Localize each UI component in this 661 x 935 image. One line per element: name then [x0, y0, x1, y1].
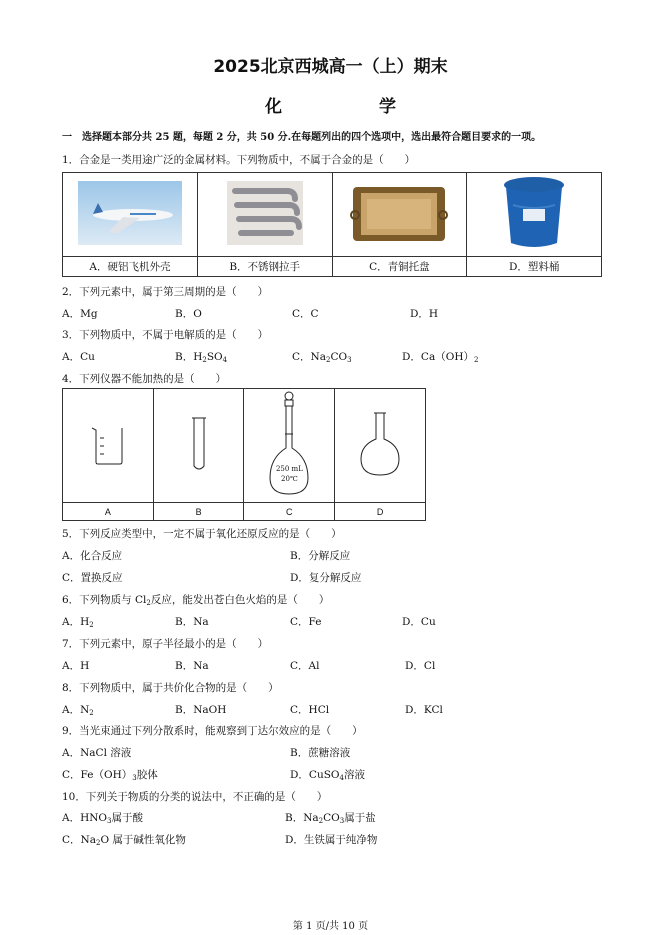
- q10-option-c: C．$Na_2O$ 属于碱性氧化物: [62, 834, 186, 847]
- q2-option-d: D．H: [410, 308, 439, 320]
- section-heading: 一 选择题本部分共 25 题，每题 2 分，共 50 分.在每题列出的四个选项中，选出最符合题目要求的一项。: [62, 132, 542, 143]
- q5-option-d: D．复分解反应: [290, 572, 362, 584]
- q1-option-b: B．不锈钢拉手: [197, 257, 332, 277]
- q5-option-a: A．化合反应: [62, 550, 123, 562]
- test-tube-icon: [189, 414, 209, 474]
- q1-image-a: [63, 173, 198, 257]
- q3-option-b: B．$H_2SO_4$: [175, 351, 228, 364]
- q10-option-b: B．$Na_2CO_3$属于盐: [285, 812, 376, 825]
- beaker-icon: [88, 422, 128, 466]
- plastic-bucket-image: [499, 175, 569, 251]
- page-footer: 第 1 页/共 10 页: [292, 921, 369, 932]
- q4-label-d: D: [335, 503, 426, 521]
- steel-handle-image: [227, 181, 303, 245]
- q7-option-c: C．Al: [290, 660, 320, 672]
- q1-option-a: A．硬铝飞机外壳: [63, 257, 198, 277]
- q4-image-round-flask: [335, 389, 426, 503]
- q1-image-c: [332, 173, 467, 257]
- q8-option-a: A．$N_2$: [62, 704, 94, 717]
- subject-title: 化 学: [265, 97, 436, 117]
- q6-option-b: B．Na: [175, 616, 209, 628]
- q2-option-c: C．C: [292, 308, 319, 320]
- question-8-stem: 8．下列物质中，属于共价化合物的是（ ）: [62, 682, 279, 694]
- flask-temperature-label: 20℃: [281, 475, 298, 483]
- q1-image-b: [197, 173, 332, 257]
- question-6-stem: 6．下列物质与 $Cl_2$反应，能发出苍白色火焰的是（ ）: [62, 594, 330, 607]
- q6-option-d: D．Cu: [402, 616, 436, 628]
- q4-label-a: A: [63, 503, 154, 521]
- q2-option-b: B．O: [175, 308, 202, 320]
- page-title: 2025北京西城高一（上）期末: [213, 57, 448, 77]
- q8-option-b: B．NaOH: [175, 704, 227, 716]
- airplane-image: [78, 181, 182, 245]
- q6-option-a: A．$H_2$: [62, 616, 94, 629]
- q3-option-d: D．$Ca(OH)_2$: [402, 351, 479, 364]
- q9-option-c: C．$Fe(OH)_3$胶体: [62, 769, 158, 782]
- q4-image-volumetric-flask: [244, 389, 335, 503]
- q8-option-d: D．KCl: [405, 704, 443, 716]
- question-10-stem: 10．下列关于物质的分类的说法中，不正确的是（ ）: [62, 791, 328, 803]
- q6-option-c: C．Fe: [290, 616, 322, 628]
- question-9-stem: 9．当光束通过下列分散系时，能观察到丁达尔效应的是（ ）: [62, 725, 363, 737]
- q4-instrument-table: [62, 388, 426, 521]
- q5-option-c: C．置换反应: [62, 572, 123, 584]
- q9-option-b: B．蔗糖溶液: [290, 747, 351, 759]
- q5-option-b: B．分解反应: [290, 550, 351, 562]
- q7-option-b: B．Na: [175, 660, 209, 672]
- q7-option-a: A．H: [62, 660, 90, 672]
- flask-volume-label: 250 mL: [275, 465, 303, 473]
- q4-label-c: C: [244, 503, 335, 521]
- question-2-stem: 2．下列元素中，属于第三周期的是（ ）: [62, 286, 269, 298]
- q10-option-d: D．生铁属于纯净物: [285, 834, 378, 846]
- q10-option-a: A．$HNO_3$属于酸: [62, 812, 144, 825]
- q1-image-table: [62, 172, 602, 277]
- question-3-stem: 3．下列物质中，不属于电解质的是（ ）: [62, 329, 269, 341]
- q1-option-d: D．塑料桶: [467, 257, 602, 277]
- round-bottom-flask-icon: [357, 409, 403, 479]
- q7-option-d: D．Cl: [405, 660, 436, 672]
- q9-option-a: A．NaCl 溶液: [62, 747, 132, 759]
- q8-option-c: C．HCl: [290, 704, 330, 716]
- bronze-tray-image: [349, 181, 449, 245]
- question-7-stem: 7．下列元素中，原子半径最小的是（ ）: [62, 638, 269, 650]
- q1-image-d: [467, 173, 602, 257]
- q4-image-beaker: [63, 389, 154, 503]
- q4-label-b: B: [153, 503, 244, 521]
- question-5-stem: 5．下列反应类型中，一定不属于氧化还原反应的是（ ）: [62, 528, 342, 540]
- q3-option-c: C．$Na_2CO_3$: [292, 351, 352, 364]
- q1-option-c: C．青铜托盘: [332, 257, 467, 277]
- q4-image-test-tube: [153, 389, 244, 503]
- question-1-stem: 1．合金是一类用途广泛的金属材料。下列物质中，不属于合金的是（ ）: [62, 154, 416, 166]
- q9-option-d: D．CuSO$_4$溶液: [290, 769, 365, 782]
- question-4-stem: 4．下列仪器不能加热的是（ ）: [62, 373, 227, 385]
- q2-option-a: A．Mg: [62, 308, 98, 320]
- q3-option-a: A．Cu: [62, 351, 95, 363]
